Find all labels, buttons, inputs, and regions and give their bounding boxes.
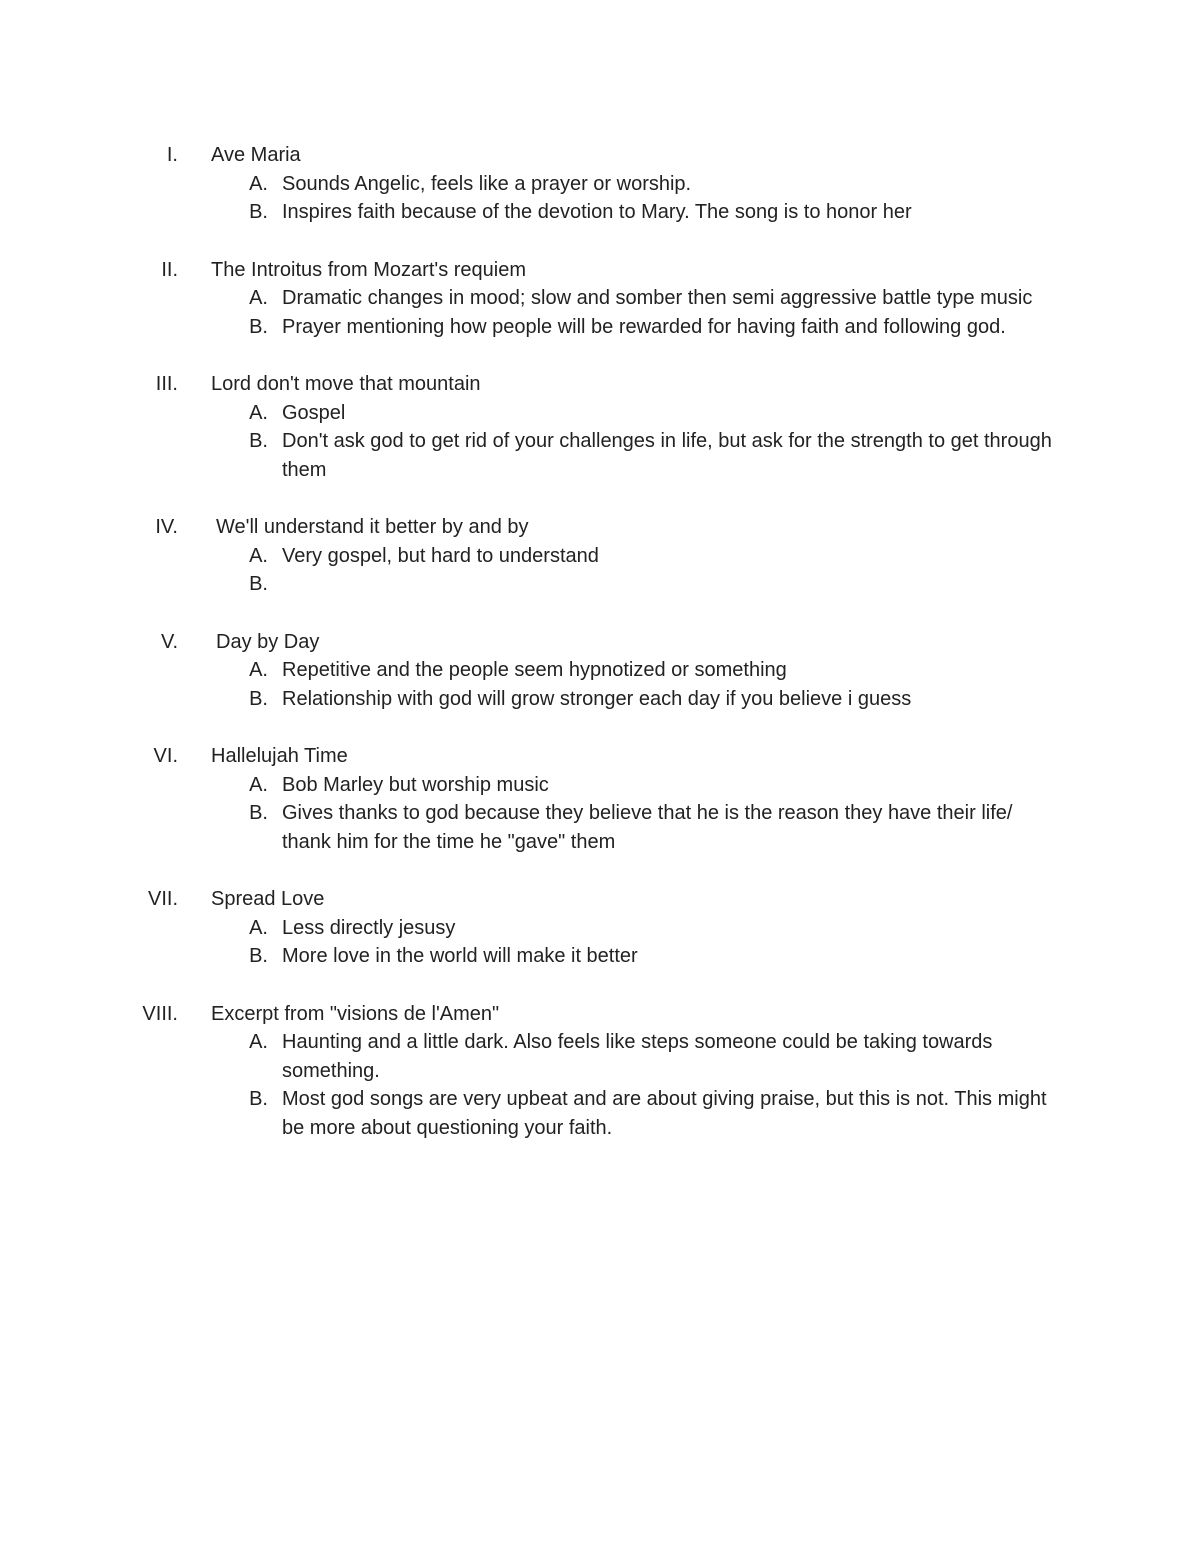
item-letter: A. <box>249 287 268 309</box>
item-text: More love in the world will make it better <box>282 945 638 967</box>
list-item <box>0 914 1200 943</box>
item-text: Gives thanks to god because they believe that he is the reason they have their life/ thank him for the time he "gave" them <box>282 802 1013 853</box>
roman-numeral: VII. <box>147 888 178 910</box>
section-heading <box>0 742 1200 771</box>
outline-section <box>0 1000 1200 1143</box>
list-item <box>0 170 1200 199</box>
item-text: Bob Marley but worship music <box>282 773 549 796</box>
item-letter: B. <box>249 687 268 710</box>
item-letter: A. <box>249 773 268 796</box>
item-letter: A. <box>249 544 268 567</box>
section-title: Day by Day <box>216 630 320 653</box>
section-heading <box>0 256 1200 285</box>
item-text: Don't ask god to get rid of your challenges in life, but ask for the strength to get through them <box>282 430 1052 481</box>
outline-document <box>0 141 1200 1171</box>
list-item <box>0 570 1200 599</box>
item-letter: A. <box>249 401 268 424</box>
item-letter: A. <box>249 659 268 681</box>
section-heading <box>0 628 1200 657</box>
roman-numeral: III. <box>155 373 178 395</box>
item-text: Gospel <box>282 401 346 424</box>
list-item <box>0 399 1200 428</box>
list-item <box>0 771 1200 800</box>
list-item <box>0 799 1200 856</box>
section-title: We'll understand it better by and by <box>216 516 529 538</box>
list-item <box>0 1085 1200 1142</box>
outline-section <box>0 628 1200 714</box>
item-text: Repetitive and the people seem hypnotized or something <box>282 659 787 681</box>
item-text: Relationship with god will grow stronger each day if you believe i guess <box>282 687 912 710</box>
list-item <box>0 685 1200 714</box>
section-title: Excerpt from "visions de l'Amen" <box>211 1002 500 1025</box>
item-letter: B. <box>249 430 268 452</box>
section-heading <box>0 141 1200 170</box>
outline-section <box>0 885 1200 971</box>
item-text: Most god songs are very upbeat and are about giving praise, but this is not. This might be more about questioning your faith. <box>282 1088 1047 1139</box>
item-text: Sounds Angelic, feels like a prayer or worship. <box>282 172 692 195</box>
section-heading <box>0 513 1200 542</box>
list-item <box>0 427 1200 484</box>
list-item <box>0 942 1200 971</box>
item-letter: B. <box>249 315 268 338</box>
roman-numeral: VIII. <box>142 1002 178 1025</box>
list-item <box>0 313 1200 342</box>
list-item <box>0 542 1200 571</box>
item-letter: B. <box>249 802 268 824</box>
list-item <box>0 1028 1200 1085</box>
item-letter: B. <box>249 573 268 595</box>
item-text: Inspires faith because of the devotion to Mary. The song is to honor her <box>282 201 912 223</box>
section-heading <box>0 370 1200 399</box>
item-text: Less directly jesusy <box>282 916 456 939</box>
roman-numeral: I. <box>166 144 178 166</box>
outline-section <box>0 256 1200 342</box>
section-title: The Introitus from Mozart's requiem <box>211 258 527 281</box>
section-title: Ave Maria <box>211 144 301 166</box>
outline-section <box>0 742 1200 856</box>
roman-numeral: VI. <box>153 745 178 767</box>
roman-numeral: V. <box>160 630 178 653</box>
list-item <box>0 656 1200 685</box>
section-title: Lord don't move that mountain <box>211 373 481 395</box>
outline-section <box>0 370 1200 484</box>
item-text: Haunting and a little dark. Also feels like steps someone could be taking towards something. <box>282 1031 993 1082</box>
item-text: Very gospel, but hard to understand <box>282 544 599 567</box>
item-text <box>282 570 1062 599</box>
item-letter: A. <box>249 916 268 939</box>
roman-numeral: IV. <box>155 516 178 538</box>
section-heading <box>0 885 1200 914</box>
item-letter: B. <box>249 1088 268 1110</box>
section-heading <box>0 1000 1200 1029</box>
item-letter: A. <box>249 172 268 195</box>
section-title: Hallelujah Time <box>211 745 348 767</box>
item-letter: B. <box>249 201 268 223</box>
item-text: Dramatic changes in mood; slow and somber then semi aggressive battle type music <box>282 287 1033 309</box>
item-letter: B. <box>249 945 268 967</box>
section-title: Spread Love <box>211 888 325 910</box>
roman-numeral: II. <box>161 258 178 281</box>
list-item <box>0 284 1200 313</box>
outline-section <box>0 141 1200 227</box>
list-item <box>0 198 1200 227</box>
outline-section <box>0 513 1200 599</box>
item-text: Prayer mentioning how people will be rewarded for having faith and following god. <box>282 315 1006 338</box>
item-letter: A. <box>249 1031 268 1053</box>
